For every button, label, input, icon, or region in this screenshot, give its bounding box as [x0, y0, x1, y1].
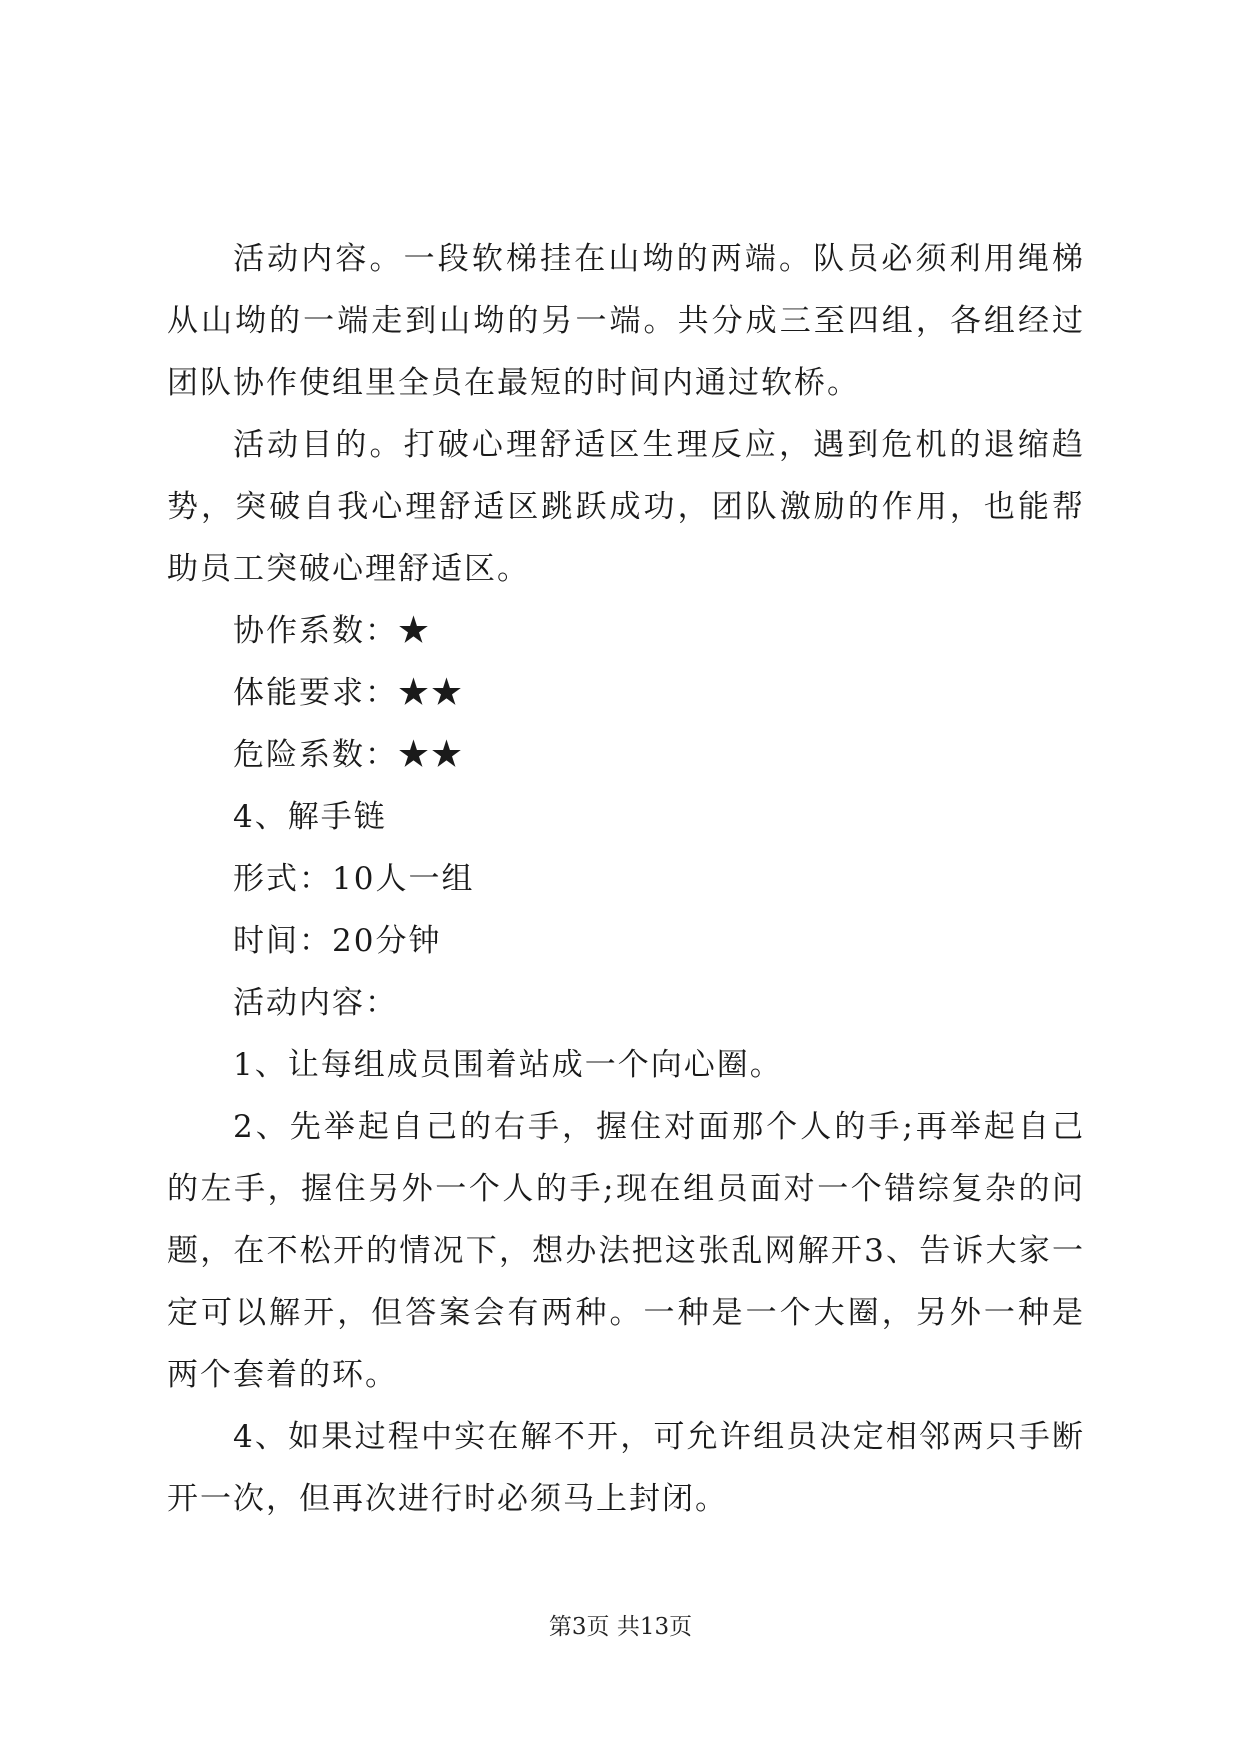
rating-cooperation: 协作系数：★	[233, 613, 431, 649]
section-form: 形式：10人一组	[233, 861, 475, 897]
section-content-label: 活动内容：	[233, 985, 398, 1021]
document-body	[167, 228, 1085, 1530]
rating-fitness: 体能要求：★★	[233, 675, 464, 711]
paragraph-activity-content: 活动内容。一段软梯挂在山坳的两端。队员必须利用绳梯从山坳的一端走到山坳的另一端。共分成三至四组，各组经过团队协作使组里全员在最短的时间内通过软桥。	[167, 241, 1085, 401]
paragraph-activity-purpose: 活动目的。打破心理舒适区生理反应，遇到危机的退缩趋势，突破自我心理舒适区跳跃成功，团队激励的作用，也能帮助员工突破心理舒适区。	[167, 427, 1085, 587]
section-heading: 4、解手链	[233, 799, 387, 835]
section-time: 时间：20分钟	[233, 923, 442, 959]
step-4: 4、如果过程中实在解不开，可允许组员决定相邻两只手断开一次，但再次进行时必须马上封闭。	[167, 1419, 1085, 1517]
step-2: 2、先举起自己的右手，握住对面那个人的手;再举起自己的左手，握住另外一个人的手;现在组员面对一个错综复杂的问题，在不松开的情况下，想办法把这张乱网解开3、告诉大家一定可以解开，但答案会有两种。一种是一个大圈，另外一种是两个套着的环。	[167, 1109, 1085, 1393]
rating-risk: 危险系数：★★	[233, 737, 464, 773]
step-1: 1、让每组成员围着站成一个向心圈。	[233, 1047, 783, 1083]
page-footer: 第3页 共13页	[548, 1614, 693, 1640]
